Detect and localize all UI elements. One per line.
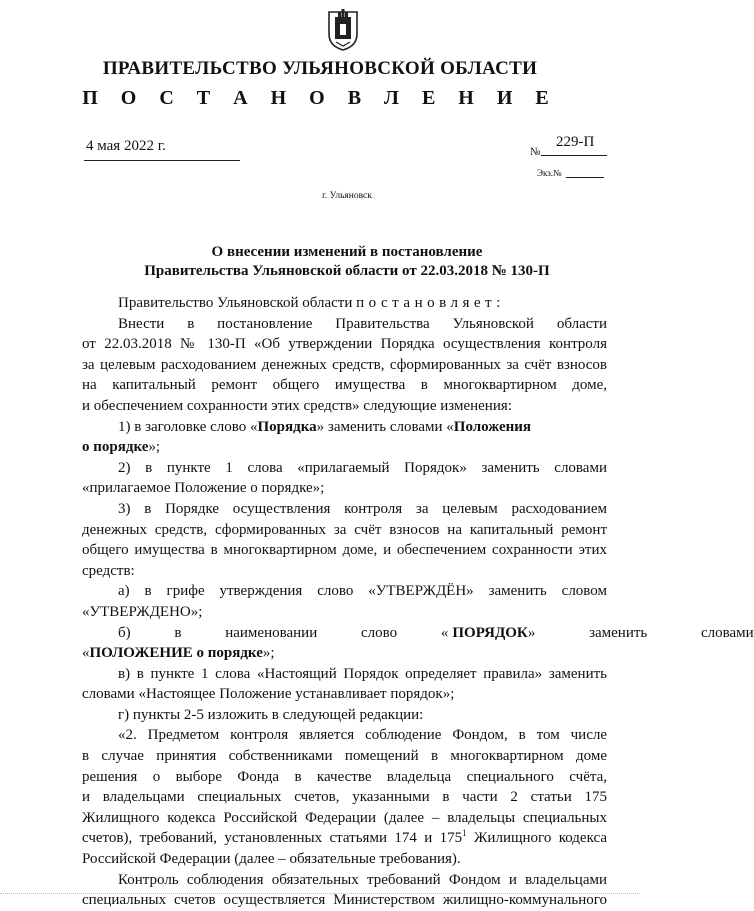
document-title [0, 243, 694, 281]
number-label: № [530, 146, 541, 158]
body-line: «прилагаемое Положение о порядке»; [82, 480, 325, 497]
document-body [82, 293, 754, 911]
document-number: 229-П [556, 134, 595, 150]
resolves-word: постановляет: [356, 295, 505, 311]
body-line: Внести в постановление Правительства Ульяновской области [118, 315, 607, 332]
body-line: Контроль соблюдения обязательных требований Фондом и владельцами [118, 871, 607, 888]
body-text [118, 623, 448, 644]
government-name: ПРАВИТЕЛЬСТВО УЛЬЯНОВСКОЙ ОБЛАСТИ [102, 58, 538, 79]
body-line: и владельцами специальных счетов, указанными в части 2 статьи 175 [82, 789, 607, 806]
document-type: П О С Т А Н О В Л Е Н И Е [82, 87, 558, 109]
body-text: »; [262, 645, 275, 662]
date-underline [84, 160, 240, 161]
body-line: денежных средств, сформированных за счёт взносов на капитальный ремонт [82, 521, 607, 538]
body-line: средств: [82, 562, 135, 579]
bold-text: ПОЛОЖЕНИЕ о порядке [89, 645, 263, 662]
body-line [82, 417, 607, 438]
bold-text: о порядке [82, 439, 149, 456]
copy-label: Экз.№ [537, 168, 562, 178]
body-line [82, 623, 754, 644]
coat-of-arms-icon [326, 8, 360, 52]
body-line: и обеспечением сохранности этих средств» следующие изменения: [82, 397, 512, 414]
number-underline [541, 155, 607, 156]
body-line: на капитальный ремонт общего имущества в многоквартирном доме, [82, 377, 607, 394]
city-name: г. Ульяновск [322, 191, 372, 201]
body-text: » заменить словами « [316, 418, 454, 435]
body-text: »; [148, 439, 161, 456]
body-text: 1) в заголовке слово « [118, 418, 258, 435]
body-line: г) пункты 2-5 изложить в следующей редакции: [118, 706, 424, 723]
body-line: словами «Настоящее Положение устанавливает порядок»; [82, 686, 455, 703]
body-line: Жилищного кодекса Российской Федерации (далее – владельцы специальных [82, 809, 607, 826]
body-line: за целевым расходованием денежных средств, сформированных за счёт взносов [82, 356, 607, 373]
body-line [82, 828, 607, 849]
body-line: от 22.03.2018 № 130-П «Об утверждении Порядка осуществления контроля [82, 336, 607, 353]
body-line: в случае принятия собственниками помещений в многоквартирном доме [82, 748, 607, 765]
body-line [82, 437, 607, 458]
body-line: «2. Предметом контроля является соблюдение Фондом, в том числе [118, 727, 607, 744]
superscript: 1 [462, 828, 467, 839]
page-bottom-edge [0, 893, 640, 896]
body-text: Жилищного кодекса [466, 830, 607, 847]
body-text: б) в наименовании слово « [118, 624, 449, 641]
body-line: Российской Федерации (далее – обязательные требования). [82, 851, 461, 868]
bold-text: Положения [453, 418, 532, 435]
body-text: « [82, 645, 90, 662]
bold-text: ПОРЯДОК [452, 624, 528, 641]
body-line: в) в пункте 1 слова «Настоящий Порядок определяет правила» заменить [118, 665, 607, 682]
body-text: Правительство Ульяновской области [118, 295, 357, 311]
body-line: а) в грифе утверждения слово «УТВЕРЖДЁН» заменить словом [118, 583, 607, 600]
body-line: 2) в пункте 1 слова «прилагаемый Порядок» заменить словами [118, 459, 607, 476]
document-date: 4 мая 2022 г. [86, 138, 166, 154]
title-line-2: Правительства Ульяновской области от 22.03.2018 № 130-П [144, 263, 550, 279]
body-line: специальных счетов осуществляется Министерством жилищно-коммунального [82, 892, 607, 909]
body-line: общего имущества в многоквартирном доме, и обеспечением сохранности этих [82, 542, 607, 559]
bold-text: Порядка [257, 418, 317, 435]
body-line [82, 643, 607, 664]
copy-underline [566, 177, 604, 178]
body-line: «УТВЕРЖДЕНО»; [82, 603, 203, 620]
body-line: решения о выборе Фонда в качестве владельца специального счёта, [82, 768, 607, 785]
body-text: счетов), требований, установленных статьями 174 и 175 [82, 830, 463, 847]
title-line-1: О внесении изменений в постановление [211, 244, 483, 260]
body-line [82, 293, 607, 314]
body-line: 3) в Порядке осуществления контроля за целевым расходованием [118, 500, 607, 517]
body-text [452, 623, 753, 644]
body-text: » заменить словами [527, 624, 754, 641]
